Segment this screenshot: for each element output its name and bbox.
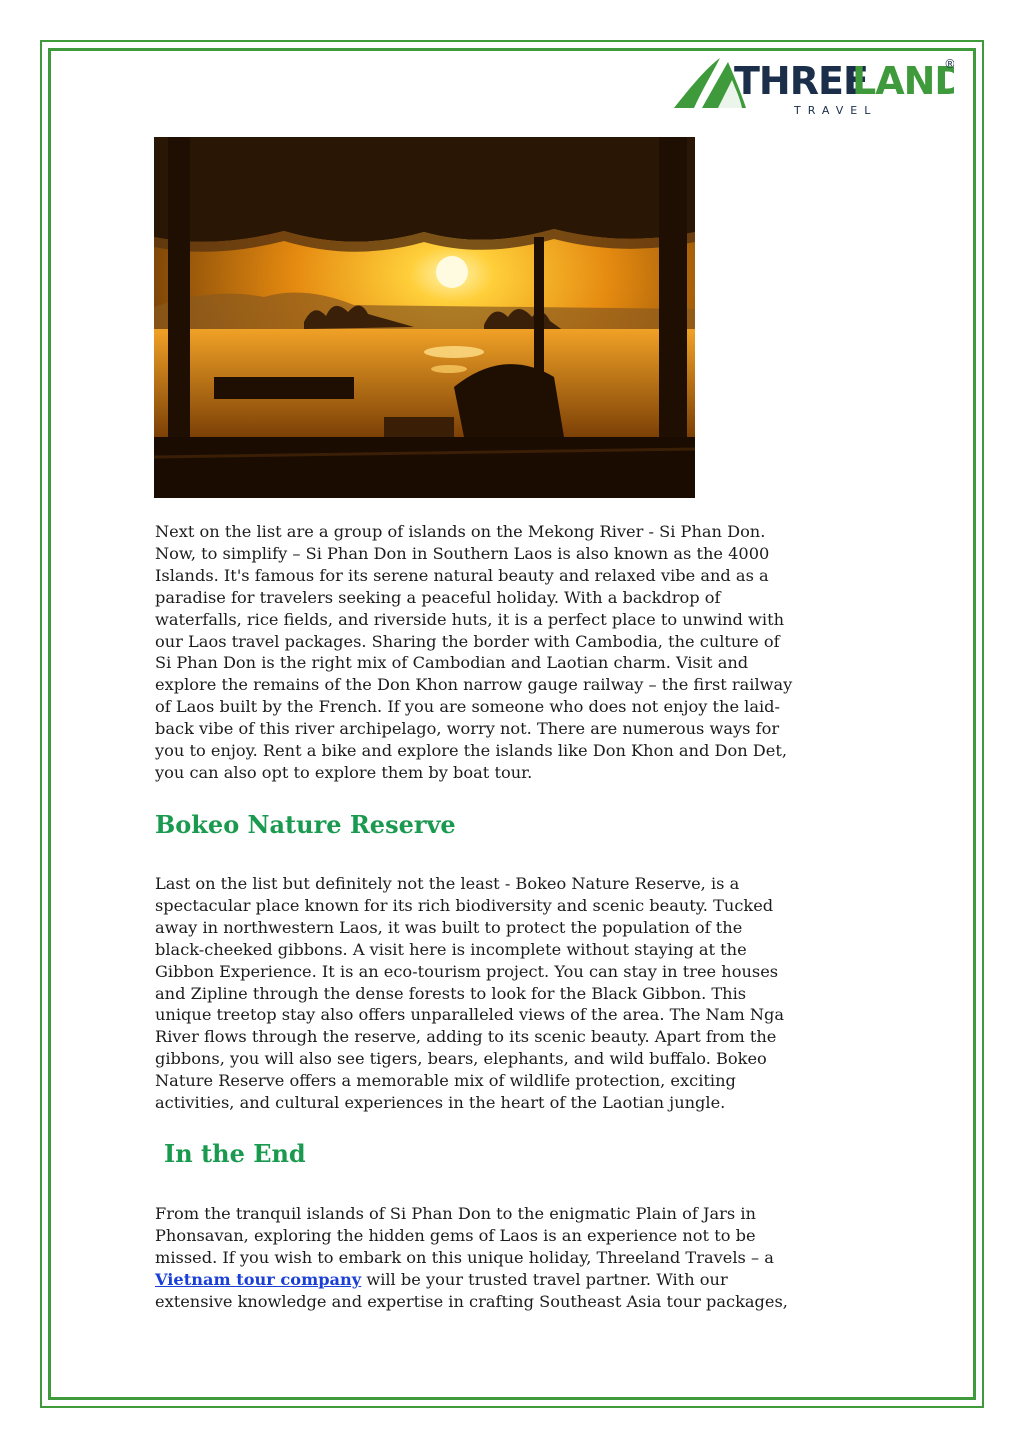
bokeo-heading: Bokeo Nature Reserve <box>155 810 456 839</box>
mountain-logo-icon <box>672 54 954 116</box>
brand-name-green: LAND <box>852 59 954 103</box>
si-phan-don-paragraph: Next on the list are a group of islands on the Mekong River - Si Phan Don. Now, to simplify – Si Phan Don in Southern Laos is also known as the 4000 Islands. It's famous for its serene natural beauty and relaxed vibe and as a paradise for travelers seeking a peaceful holiday. With a backdrop of waterfalls, rice fields, and riverside huts, it is a perfect place to unwind with our Laos travel packages. Sharing the border with Cambodia, the culture of Si Phan Don is the right mix of Cambodian and Laotian charm. Visit and explore the remains of the Don Khon narrow gauge railway – the first railway of Laos built by the French. If you are someone who does not enjoy the laid- back vibe of this river archipelago, worry not. There are numerous ways for you to enjoy. Rent a bike and explore the islands like Don Khon and Don Det, you can also opt to explore them by boat tour. <box>155 522 793 782</box>
end-text-after: will be your trusted travel partner. With our extensive knowledge and expertise in crafting Southeast Asia tour packages, <box>155 1269 788 1311</box>
in-the-end-paragraph <box>155 1203 885 1313</box>
bokeo-paragraph: Last on the list but definitely not the least - Bokeo Nature Reserve, is a spectacular place known for its rich biodiversity and scenic beauty. Tucked away in northwestern Laos, it was built to protect the population of the black-cheeked gibbons. A visit here is incomplete without staying at the Gibbon Experience. It is an eco-tourism project. You can stay in tree houses and Zipline through the dense forests to look for the Black Gibbon. This unique treetop stay also offers unparalleled views of the area. The Nam Nga River flows through the reserve, adding to its scenic beauty. Apart from the gibbons, you will also see tigers, bears, elephants, and wild buffalo. Bokeo Nature Reserve offers a memorable mix of wildlife protection, exciting activities, and cultural experiences in the heart of the Laotian jungle. <box>155 874 785 1113</box>
vietnam-tour-company-link[interactable]: Vietnam tour company <box>155 1269 362 1289</box>
in-the-end-heading: In the End <box>164 1139 306 1168</box>
si-phan-don-sunset-photo <box>154 137 695 498</box>
brand-name-dark: THREE <box>734 59 868 103</box>
sunset-river-photo-icon <box>154 137 695 498</box>
end-text-before: From the tranquil islands of Si Phan Don to the enigmatic Plain of Jars in Phonsavan, exploring the hidden gems of Laos is an experience not to be missed. If you wish to embark on this unique holiday, Threeland Travels – a <box>155 1204 774 1267</box>
threeland-logo[interactable] <box>672 54 954 116</box>
brand-tagline: TRAVEL <box>794 104 878 116</box>
registered-mark: ® <box>944 57 954 71</box>
